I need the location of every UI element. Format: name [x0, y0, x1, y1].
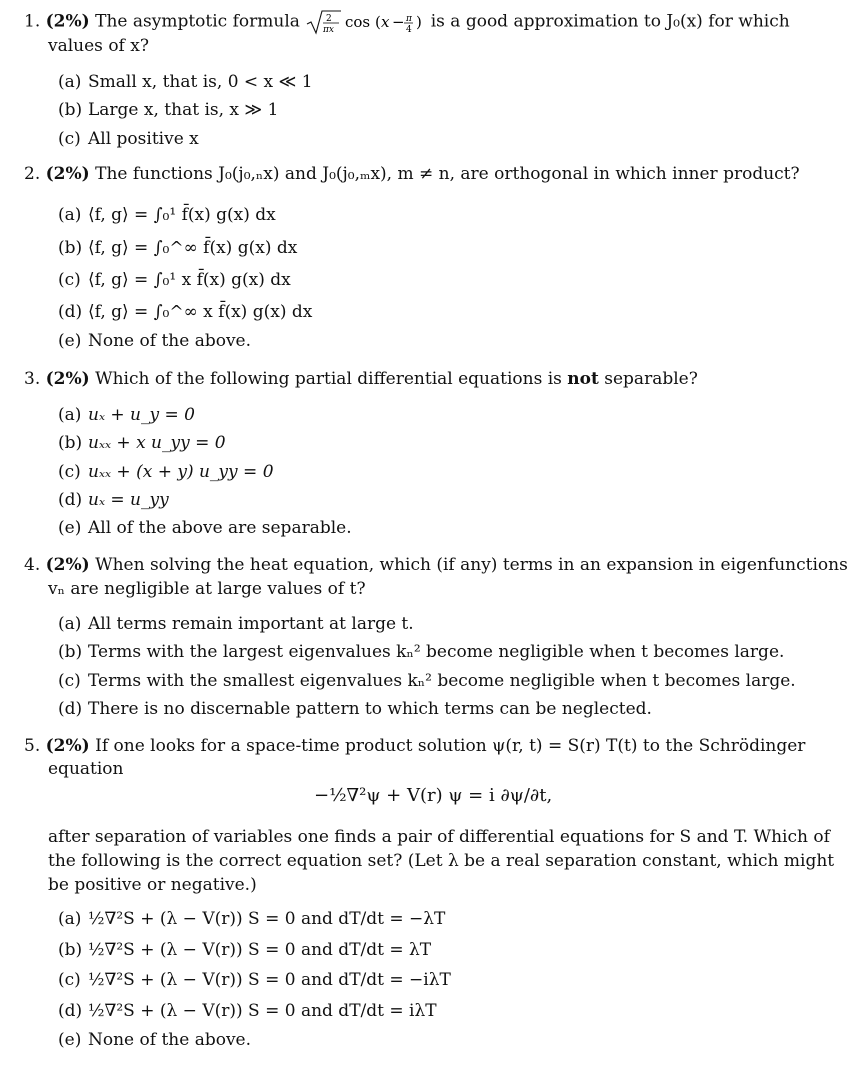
question-4-stem — [24, 553, 848, 577]
option-text: uₓₓ + x u_yy = 0 — [88, 433, 226, 453]
option-text: Terms with the smallest eigenvalues kₙ² become negligible when t becomes large. — [88, 671, 796, 691]
option-c[interactable] — [58, 127, 199, 151]
schrodinger-equation: −½∇²ψ + V(r) ψ = i ∂ψ/∂t, — [314, 785, 553, 806]
question-number: 2. — [24, 164, 41, 184]
question-2-stem — [24, 162, 800, 186]
option-d[interactable] — [58, 999, 437, 1023]
option-text: All positive x — [88, 129, 199, 149]
option-e[interactable] — [58, 1028, 251, 1052]
question-points: (2%) — [45, 369, 90, 389]
option-label: (d) — [58, 1001, 83, 1021]
question-5-stem — [24, 734, 805, 758]
option-b[interactable] — [58, 98, 278, 122]
option-text: uₓₓ + (x + y) u_yy = 0 — [88, 462, 274, 482]
question-points: (2%) — [45, 164, 90, 184]
option-text: uₓ + u_y = 0 — [88, 405, 195, 425]
option-c[interactable] — [58, 460, 274, 484]
option-label: (c) — [58, 970, 81, 990]
svg-text:x: x — [381, 13, 390, 31]
option-label: (a) — [58, 405, 82, 425]
option-text: ⟨f, g⟩ = ∫₀^∞ f̄(x) g(x) dx — [88, 238, 298, 258]
option-label: (c) — [58, 671, 81, 691]
option-text: All of the above are separable. — [88, 518, 352, 538]
question-points: (2%) — [45, 11, 90, 32]
svg-text:4: 4 — [406, 25, 413, 35]
question-text-after: is a good approximation to J₀(x) for which — [430, 11, 790, 32]
option-text: Large x, that is, x ≫ 1 — [88, 100, 279, 120]
option-text: All terms remain important at large t. — [88, 614, 414, 634]
option-c[interactable] — [58, 268, 291, 292]
emphasis-not: not — [567, 369, 599, 389]
option-text: ½∇²S + (λ − V(r)) S = 0 and dT/dt = iλT — [88, 1001, 437, 1021]
option-label: (e) — [58, 331, 82, 351]
option-text: ½∇²S + (λ − V(r)) S = 0 and dT/dt = λT — [88, 940, 432, 960]
option-label: (b) — [58, 238, 83, 258]
question-points: (2%) — [45, 555, 90, 575]
question-number: 4. — [24, 555, 41, 575]
option-label: (a) — [58, 614, 82, 634]
option-b[interactable] — [58, 236, 297, 260]
svg-text:(: ( — [375, 13, 382, 31]
option-text: ⟨f, g⟩ = ∫₀¹ f̄(x) g(x) dx — [88, 205, 276, 225]
option-text: ½∇²S + (λ − V(r)) S = 0 and dT/dt = −iλT — [88, 970, 451, 990]
option-c[interactable] — [58, 968, 451, 992]
option-text: ⟨f, g⟩ = ∫₀^∞ x f̄(x) g(x) dx — [88, 302, 313, 322]
option-label: (c) — [58, 129, 81, 149]
option-text: None of the above. — [88, 331, 252, 351]
svg-text:): ) — [416, 13, 423, 31]
option-label: (d) — [58, 490, 83, 510]
question-paragraph-line-1: after separation of variables one finds a pair of differential equations for S and T. Which of — [48, 827, 830, 847]
option-b[interactable] — [58, 431, 226, 455]
option-label: (b) — [58, 642, 83, 662]
formula-graphic — [305, 8, 425, 36]
option-text: uₓ = u_yy — [88, 490, 169, 510]
option-a[interactable] — [58, 203, 276, 227]
question-points: (2%) — [45, 736, 90, 756]
question-text: The asymptotic formula — [95, 11, 300, 32]
question-number: 1. — [24, 11, 41, 32]
question-text: The functions J₀(j₀,ₙx) and J₀(j₀,ₘx), m ≠ n, are orthogonal in which inner product? — [95, 164, 800, 184]
question-paragraph-line-2: the following is the correct equation set? (Let λ be a real separation constant, which might — [48, 851, 835, 871]
option-label: (b) — [58, 940, 83, 960]
option-label: (b) — [58, 100, 83, 120]
option-d[interactable] — [58, 697, 652, 721]
option-a[interactable] — [58, 403, 195, 427]
option-e[interactable] — [58, 329, 251, 353]
option-text: There is no discernable pattern to which terms can be neglected. — [88, 699, 652, 719]
question-continuation: vₙ are negligible at large values of t? — [48, 579, 366, 599]
option-text: Small x, that is, 0 < x ≪ 1 — [88, 72, 313, 92]
option-b[interactable] — [58, 938, 431, 962]
option-label: (e) — [58, 1030, 82, 1050]
svg-text:πx: πx — [323, 25, 335, 35]
option-label: (a) — [58, 72, 82, 92]
question-text: When solving the heat equation, which (if any) terms in an expansion in eigenfunctions — [95, 555, 848, 575]
question-3-stem — [24, 367, 698, 391]
option-c[interactable] — [58, 669, 796, 693]
svg-text:cos: cos — [345, 13, 371, 31]
option-b[interactable] — [58, 640, 784, 664]
question-continuation: equation — [48, 759, 124, 779]
option-label: (d) — [58, 302, 83, 322]
svg-text:2: 2 — [326, 14, 333, 24]
svg-text:−: − — [392, 13, 405, 31]
svg-text:π: π — [406, 14, 413, 24]
question-text-after: separable? — [604, 369, 698, 389]
option-text: ⟨f, g⟩ = ∫₀¹ x f̄(x) g(x) dx — [88, 270, 291, 290]
option-label: (c) — [58, 462, 81, 482]
option-e[interactable] — [58, 516, 352, 540]
option-label: (a) — [58, 909, 82, 929]
asymptotic-formula — [305, 12, 430, 35]
option-text: None of the above. — [88, 1030, 252, 1050]
question-number: 3. — [24, 369, 41, 389]
question-paragraph-line-3: be positive or negative.) — [48, 875, 257, 895]
option-label: (c) — [58, 270, 81, 290]
question-text: Which of the following partial differential equations is — [95, 369, 562, 389]
option-label: (b) — [58, 433, 83, 453]
option-d[interactable] — [58, 488, 169, 512]
question-continuation: values of x? — [48, 36, 149, 56]
option-a[interactable] — [58, 70, 313, 94]
option-a[interactable] — [58, 907, 445, 931]
question-text: If one looks for a space-time product solution ψ(r, t) = S(r) T(t) to the Schrödinger — [95, 736, 806, 756]
question-number: 5. — [24, 736, 41, 756]
option-text: Terms with the largest eigenvalues kₙ² become negligible when t becomes large. — [88, 642, 785, 662]
option-label: (e) — [58, 518, 82, 538]
option-label: (d) — [58, 699, 83, 719]
question-1-stem — [24, 8, 790, 36]
option-d[interactable] — [58, 300, 312, 324]
option-text: ½∇²S + (λ − V(r)) S = 0 and dT/dt = −λT — [88, 909, 446, 929]
option-a[interactable] — [58, 612, 414, 636]
option-label: (a) — [58, 205, 82, 225]
